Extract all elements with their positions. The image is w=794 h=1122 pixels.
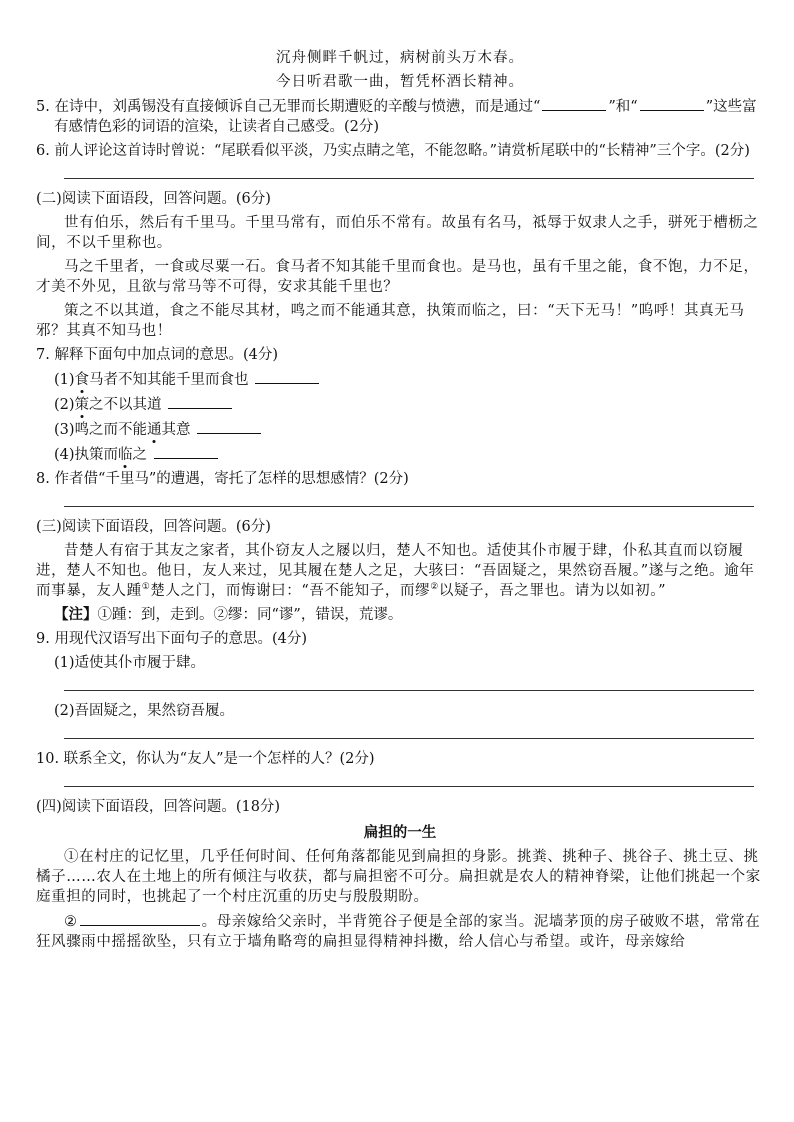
section-4-para-1: ①在村庄的记忆里，几乎任何时间、任何角落都能见到扁担的身影。挑粪、挑种子、挑谷子、挑土豆、挑橘子……农人在土地上的所有倾注与收获，都与扁担密不可分。扁担就是农人的精神脊梁，让他们挑起一个家庭重担的同时，也挑起了一个村庄沉重的历史与殷殷期盼。 (36, 849, 761, 905)
q7-item-4-post: 之 (132, 447, 148, 463)
q7-item-1-pre: (1) (54, 372, 75, 388)
section-3-heading: (三)阅读下面语段，回答问题。(6分) (36, 519, 271, 535)
question-9: 9. 用现代汉语写出下面句子的意思。(4分) (36, 631, 307, 647)
q5-text-b: ”和“ (608, 99, 638, 115)
q7-item-3 (36, 419, 764, 440)
question-10: 10. 联系全文，你认为“友人”是一个怎样的人？(2分) (36, 751, 375, 767)
section-2-heading: (二)阅读下面语段，回答问题。(6分) (36, 191, 271, 207)
section-2-para-3: 策之不以其道，食之不能尽其材，鸣之而不能通其意，执策而临之，曰：“天下无马！”呜呼！其真无马邪？其真不知马也！ (36, 303, 745, 339)
q7-item-3-dotted-word: 通 (147, 422, 162, 438)
q7-item-4-pre: (4)执策而 (54, 447, 119, 463)
para-2-number: ② (64, 914, 78, 930)
q7-item-2-blank[interactable] (168, 394, 232, 409)
poem-line-1: 沉舟侧畔千帆过，病树前头万木春。 (276, 50, 524, 66)
section-3-note (36, 605, 764, 625)
section-2-para-1: 世有伯乐，然后有千里马。千里马常有，而伯乐不常有。故虽有名马，祗辱于奴隶人之手，骈死于槽枥之间，不以千里称也。 (36, 215, 759, 251)
q5-text-a: 5. 在诗中，刘禹锡没有直接倾诉自己无罪而长期遭贬的辛酸与愤懑，而是通过“ (36, 99, 541, 115)
q7-item-4-blank[interactable] (154, 444, 218, 459)
section-4-para-2 (36, 911, 764, 952)
q7-item-1-dotted-word: 食 (74, 372, 90, 388)
section-3-para (36, 541, 764, 601)
footnote-ref-1: ① (141, 582, 151, 593)
q7-item-1-post: 马者不知其能千里而食也 (89, 372, 249, 388)
q9-item-1-answer-line[interactable] (64, 689, 754, 691)
q8-answer-line[interactable] (64, 505, 754, 507)
para-2-blank[interactable] (80, 911, 200, 926)
article-title: 扁担的一生 (363, 825, 437, 841)
note-text: ①踵：到，走到。②缪：同“谬”，错误，荒谬。 (97, 607, 403, 623)
para-2-text: 。母亲嫁给父亲时，半背篼谷子便是全部的家当。泥墙茅顶的房子破败不堪，常常在狂风骤雨中摇摇欲坠，只有立于墙角略弯的扁担显得精神抖擞，给人信心与希望。或许，母亲嫁给 (36, 914, 761, 950)
q9-item-2-answer-line[interactable] (64, 737, 754, 739)
q5-blank-2[interactable] (640, 96, 704, 111)
section-3-para-a: 昔楚人有宿于其友之家者，其仆窃友人之屦以归，楚人不知也。适使其仆市履于肆，仆私其直而以窃履进，楚人不知也。他日，友人来过，见其履在楚人之足，大骇曰：“吾固疑之，果然窃吾履。”遂与之绝。逾年而事暴，友人踵 (36, 543, 755, 599)
question-5 (36, 96, 764, 137)
section-2-para-2: 马之千里者，一食或尽粟一石。食马者不知其能千里而食也。是马也，虽有千里之能，食不饱，力不足，才美不外见，且欲与常马等不可得，安求其能千里也？ (36, 259, 759, 295)
q7-item-3-pre: (3)鸣之而不能 (54, 422, 148, 438)
q7-item-1 (36, 369, 764, 390)
q7-item-1-blank[interactable] (255, 369, 319, 384)
section-4-heading: (四)阅读下面语段，回答问题。(18分) (36, 799, 281, 815)
q7-item-3-post: 其意 (161, 422, 191, 438)
note-label: 【注】 (54, 607, 98, 623)
q7-item-2 (36, 394, 764, 415)
footnote-ref-2: ② (430, 582, 439, 593)
q7-item-4 (36, 444, 764, 465)
q9-item-1: (1)适使其仆市履于肆。 (54, 655, 206, 671)
question-7: 7. 解释下面句中加点词的意思。(4分) (36, 347, 278, 363)
q7-item-3-blank[interactable] (197, 419, 261, 434)
exam-page (36, 48, 764, 952)
question-6: 6. 前人评论这首诗时曾说：“尾联看似平淡，乃实点睛之笔，不能忽略。”请赏析尾联中的“长精神”三个字。(2分) (36, 143, 750, 159)
q9-item-2: (2)吾固疑之，果然窃吾履。 (54, 703, 235, 719)
q7-item-2-dotted-word: 策 (74, 397, 90, 413)
q7-item-4-dotted-word: 临 (118, 447, 133, 463)
q5-blank-1[interactable] (542, 96, 606, 111)
q6-answer-line[interactable] (64, 177, 754, 179)
section-3-para-b: 楚人之门，而悔谢曰：“吾不能知子，而缪 (150, 583, 431, 599)
q10-answer-line[interactable] (64, 785, 754, 787)
poem-line-2: 今日听君歌一曲，暂凭杯酒长精神。 (276, 74, 524, 90)
section-3-para-c: 以疑子，吾之罪也。请为以如初。” (438, 583, 667, 599)
question-8: 8. 作者借“千里马”的遭遇，寄托了怎样的思想感情？(2分) (36, 471, 409, 487)
q7-item-2-post: 之不以其道 (89, 397, 162, 413)
q7-item-2-pre: (2) (54, 397, 75, 413)
q5-text-c: ”这些富有感情色彩的词语的渲染，让读者自己感受。(2分) (54, 99, 757, 135)
